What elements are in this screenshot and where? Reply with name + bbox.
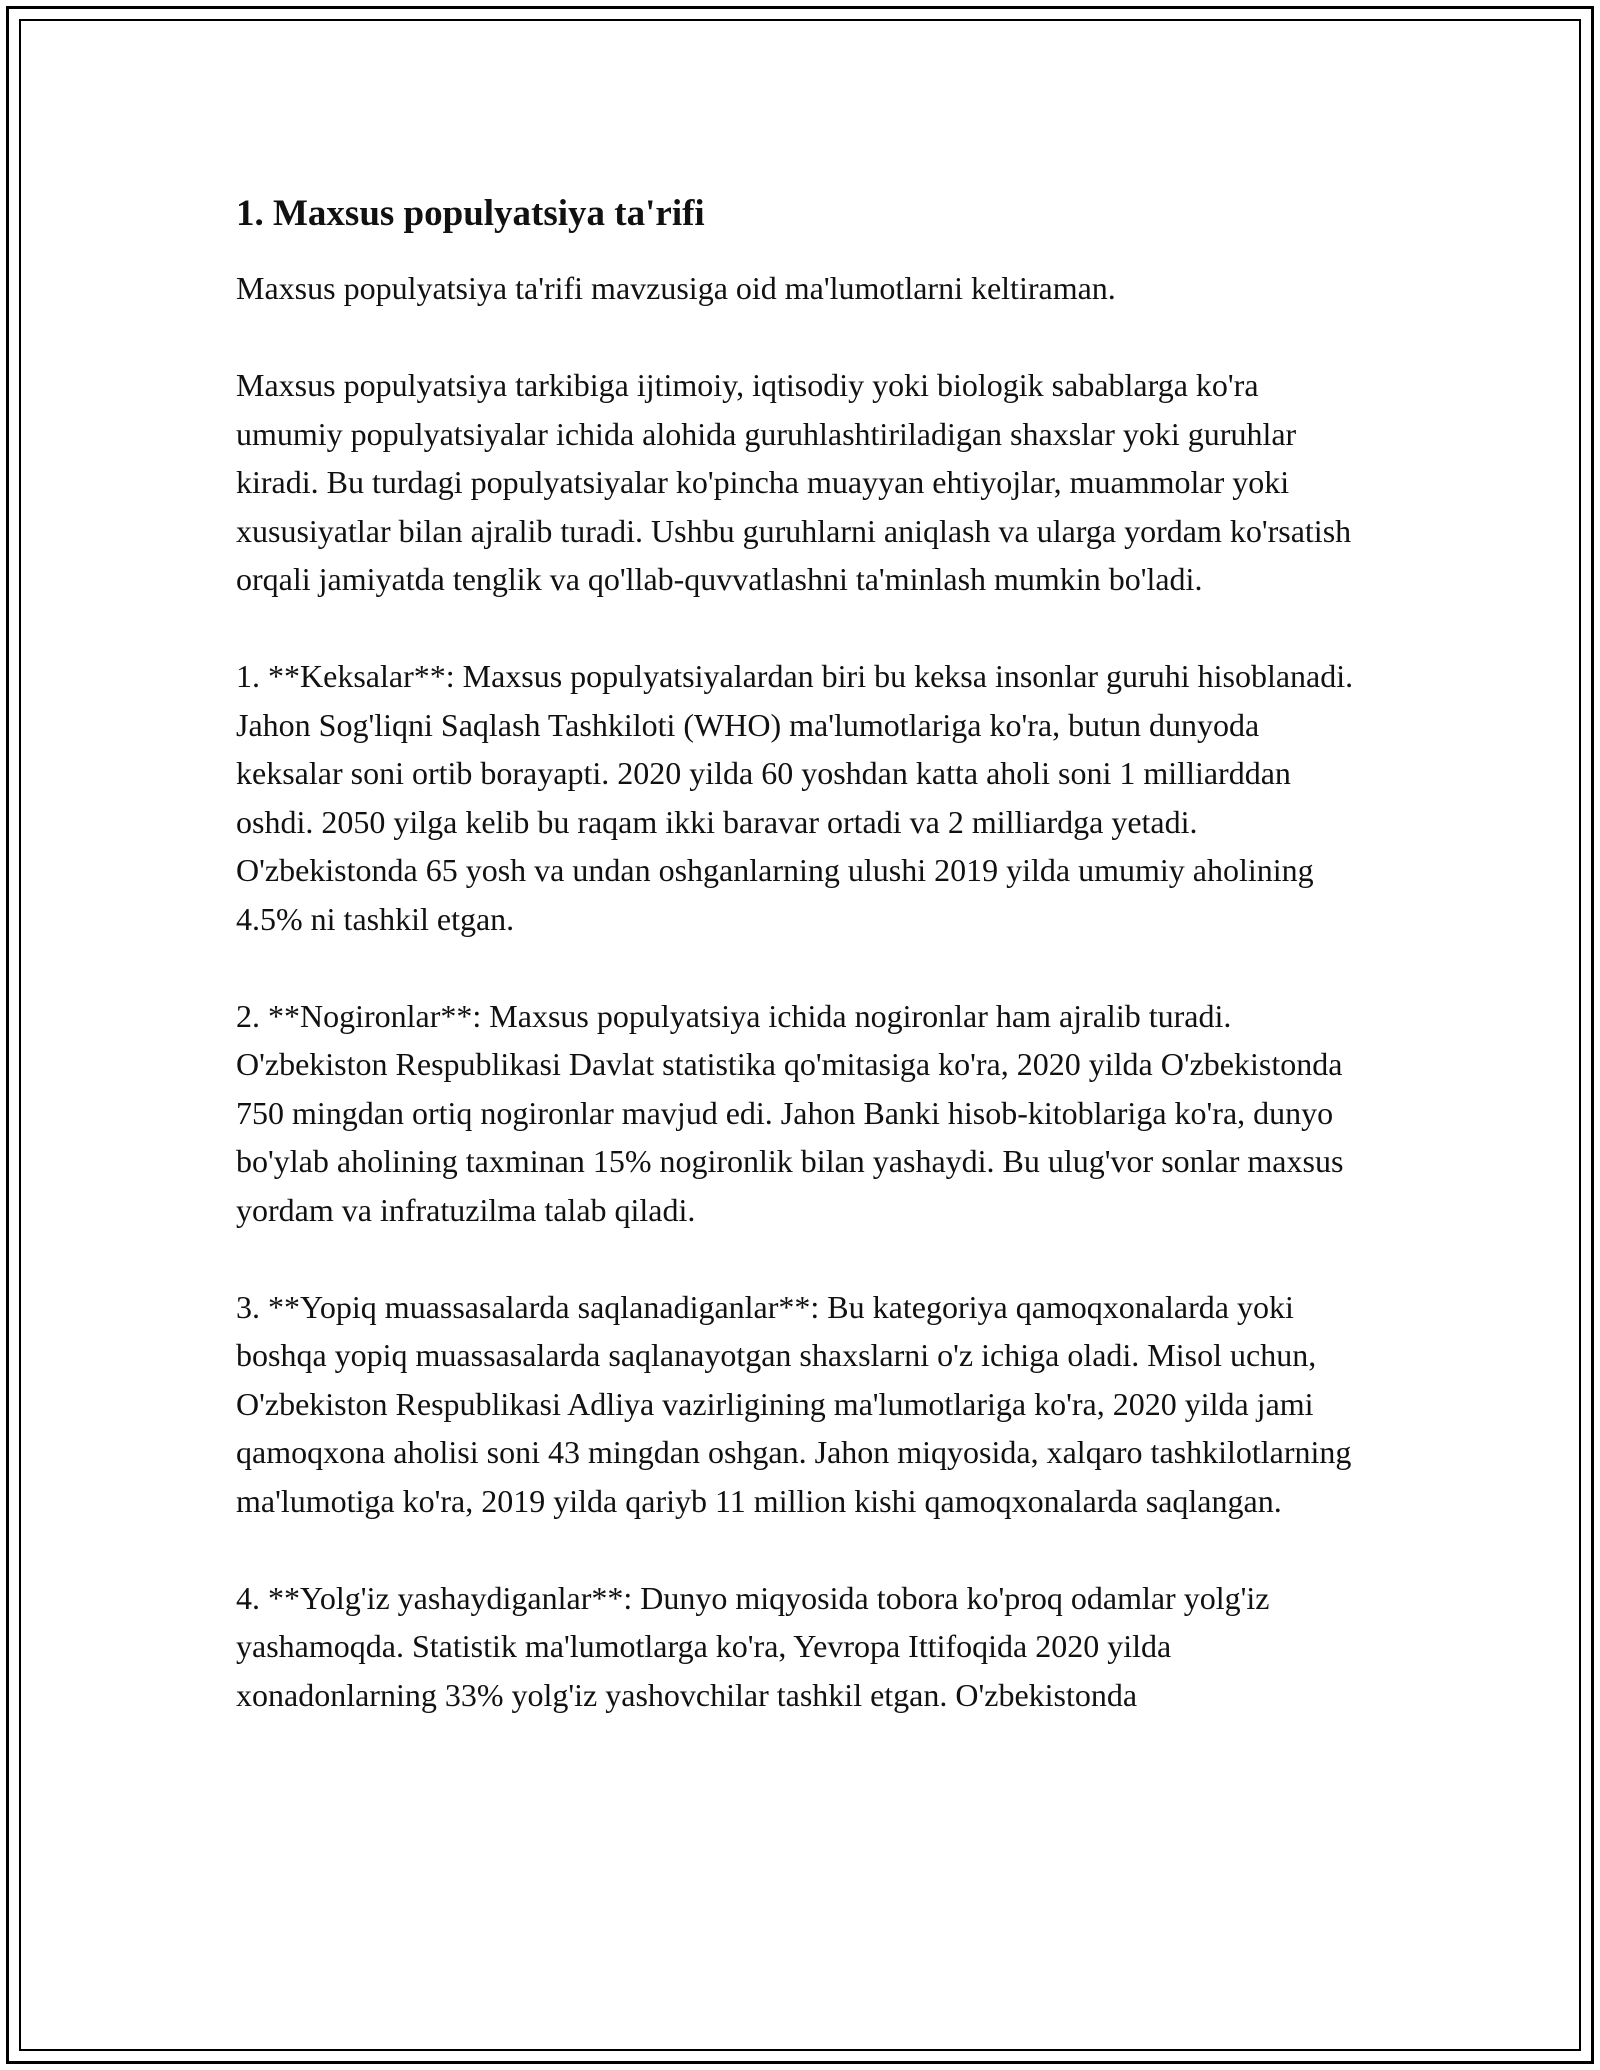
section-heading: 1. Maxsus populyatsiya ta'rifi <box>236 193 705 234</box>
institutionalized-paragraph: 3. **Yopiq muassasalarda saqlanadiganlar**: Bu kategoriya qamoqxonalarda yoki boshqa yopiq muassasalarda saqlanayotgan shaxslarni o'z ichiga oladi. Misol uchun, O'zbekiston Respublikasi Adliya vazirligining ma'lumotlariga ko'ra, 2020 yilda jami qamoqxona aholisi soni 43 mingdan oshgan. Jahon miqyosida, xalqaro tashkilotlarning ma'lumotiga ko'ra, 2019 yilda qariyb 11 million kishi qamoqxonalarda saqlangan. <box>236 1288 1352 1519</box>
intro-paragraph: Maxsus populyatsiya ta'rifi mavzusiga oid ma'lumotlarni keltiraman. <box>236 270 1116 306</box>
elderly-paragraph: 1. **Keksalar**: Maxsus populyatsiyalardan biri bu keksa insonlar guruhi hisoblanadi. Jahon Sog'liqni Saqlash Tashkiloti (WHO) ma'lumotlariga ko'ra, butun dunyoda keksalar soni ortib borayapti. 2020 yilda 60 yoshdan katta aholi soni 1 milliarddan oshdi. 2050 yilga kelib bu raqam ikki baravar ortadi va 2 milliardga yetadi. O'zbekistonda 65 yosh va undan oshganlarning ulushi 2019 yilda umumiy aholining 4.5% ni tashkil etgan. <box>236 658 1354 937</box>
disabled-paragraph: 2. **Nogironlar**: Maxsus populyatsiya ichida nogironlar ham ajralib turadi. O'zbekiston Respublikasi Davlat statistika qo'mitasiga ko'ra, 2020 yilda O'zbekistonda 750 mingdan ortiq nogironlar mavjud edi. Jahon Banki hisob-kitoblariga ko'ra, dunyo bo'ylab aholining taxminan 15% nogironlik bilan yashaydi. Bu ulug'vor sonlar maxsus yordam va infratuzilma talab qiladi. <box>236 997 1344 1228</box>
document-body <box>236 186 1366 1719</box>
definition-paragraph: Maxsus populyatsiya tarkibiga ijtimoiy, iqtisodiy yoki biologik sabablarga ko'ra umumiy populyatsiyalar ichida alohida guruhlashtiriladigan shaxslar yoki guruhlar kiradi. Bu turdagi populyatsiyalar ko'pincha muayyan ehtiyojlar, muammolar yoki xususiyatlar bilan ajralib turadi. Ushbu guruhlarni aniqlash va ularga yordam ko'rsatish orqali jamiyatda tenglik va qo'llab-quvvatlashni ta'minlash mumkin bo'ladi. <box>236 367 1352 597</box>
living-alone-paragraph: 4. **Yolg'iz yashaydiganlar**: Dunyo miqyosida tobora ko'proq odamlar yolg'iz yashamoqda. Statistik ma'lumotlarga ko'ra, Yevropa Ittifoqida 2020 yilda xonadonlarning 33% yolg'iz yashovchilar tashkil etgan. O'zbekistonda <box>236 1579 1270 1713</box>
